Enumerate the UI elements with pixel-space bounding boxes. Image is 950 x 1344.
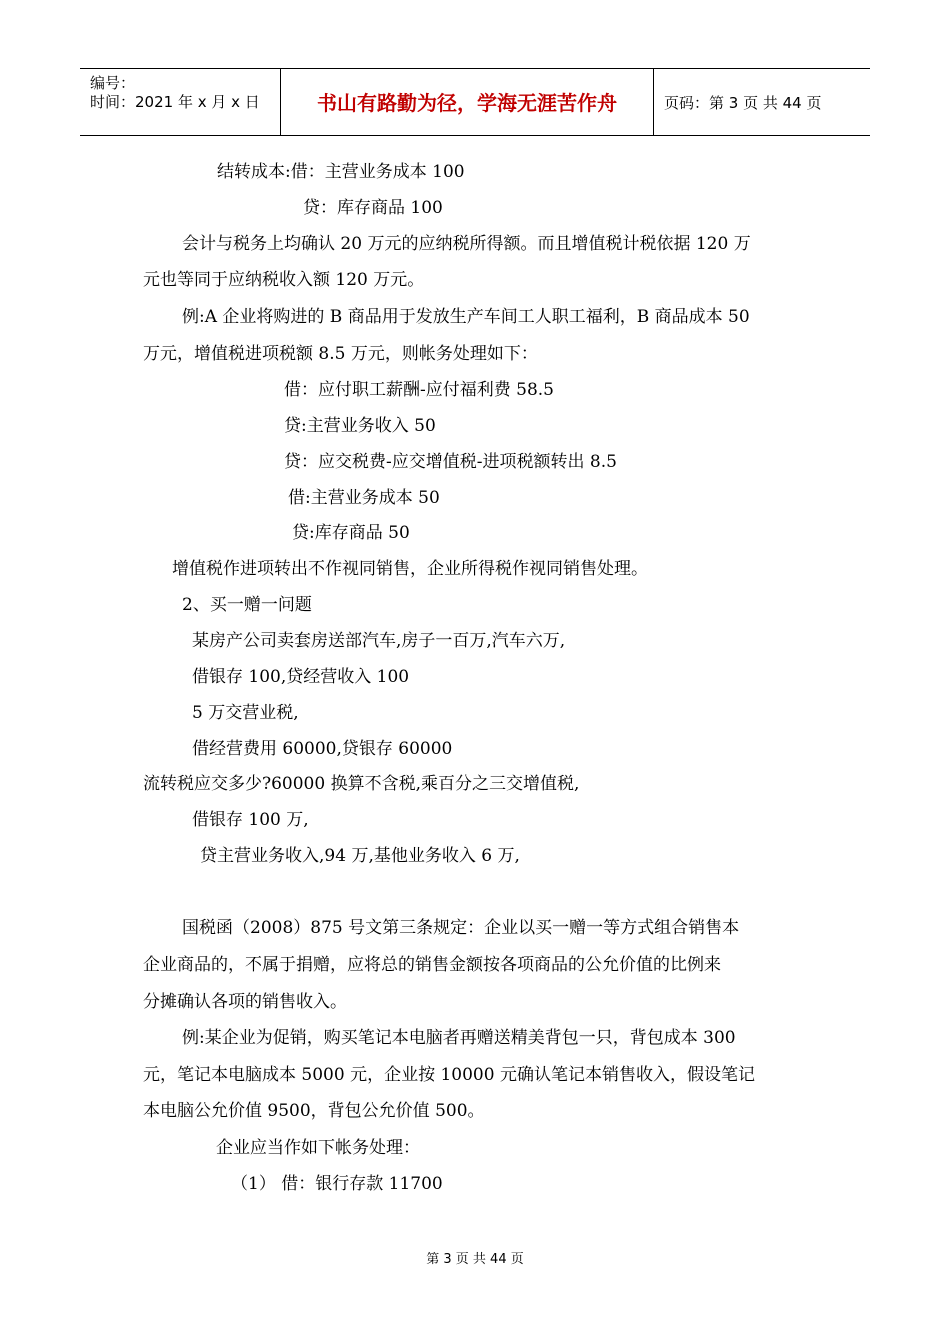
body-line: 贷:库存商品 50 <box>292 523 410 543</box>
body-line: 借：应付职工薪酬-应付福利费 58.5 <box>284 380 554 400</box>
body-line: 某房产公司卖套房送部汽车,房子一百万,汽车六万, <box>192 631 566 651</box>
body-line: 元，笔记本电脑成本 5000 元，企业按 10000 元确认笔记本销售收入，假设笔记 <box>143 1065 755 1085</box>
body-line: 结转成本:借：主营业务成本 100 <box>217 162 465 182</box>
body-line: 万元，增值税进项税额 8.5 万元，则帐务处理如下： <box>143 344 538 364</box>
body-line: 本电脑公允价值 9500，背包公允价值 500。 <box>143 1101 485 1121</box>
body-line: （1） 借：银行存款 11700 <box>231 1174 443 1194</box>
document-number-label: 编号： <box>90 74 136 92</box>
body-line: 贷主营业务收入,94 万,基他业务收入 6 万, <box>200 846 520 866</box>
page-footer: 第 3 页 共 44 页 <box>426 1252 524 1267</box>
body-line: 国税函（2008）875 号文第三条规定：企业以买一赠一等方式组合销售本 <box>182 918 740 938</box>
body-line: 贷：库存商品 100 <box>303 198 443 218</box>
body-line: 借银存 100 万, <box>192 810 309 830</box>
header-meta <box>80 69 281 135</box>
page-header <box>80 68 870 136</box>
document-time-label: 时间：2021 年 x 月 x 日 <box>90 93 260 111</box>
header-page-info: 页码：第 3 页 共 44 页 <box>664 94 822 112</box>
body-line: 贷:主营业务收入 50 <box>284 416 436 436</box>
body-line: 企业商品的，不属于捐赠，应将总的销售金额按各项商品的公允价值的比例来 <box>143 955 721 975</box>
body-line: 贷：应交税费-应交增值税-进项税额转出 8.5 <box>284 452 617 472</box>
body-line: 5 万交营业税, <box>192 703 299 723</box>
header-motto: 书山有路勤为径，学海无涯苦作舟 <box>281 69 654 135</box>
body-line: 例:某企业为促销，购买笔记本电脑者再赠送精美背包一只，背包成本 300 <box>182 1028 736 1048</box>
body-line: 元也等同于应纳税收入额 120 万元。 <box>143 270 425 290</box>
body-line: 增值税作进项转出不作视同销售，企业所得税作视同销售处理。 <box>172 559 648 579</box>
body-line: 例:A 企业将购进的 B 商品用于发放生产车间工人职工福利，B 商品成本 50 <box>182 307 750 327</box>
body-line: 企业应当作如下帐务处理： <box>216 1138 420 1158</box>
body-line: 流转税应交多少?60000 换算不含税,乘百分之三交增值税, <box>143 774 580 794</box>
body-line: 借经营费用 60000,贷银存 60000 <box>192 739 453 759</box>
body-line: 借:主营业务成本 50 <box>288 488 440 508</box>
body-line: 借银存 100,贷经营收入 100 <box>192 667 410 687</box>
body-line: 2、买一赠一问题 <box>182 595 312 615</box>
body-line: 会计与税务上均确认 20 万元的应纳税所得额。而且增值税计税依据 120 万 <box>182 234 751 254</box>
body-line: 分摊确认各项的销售收入。 <box>143 992 347 1012</box>
